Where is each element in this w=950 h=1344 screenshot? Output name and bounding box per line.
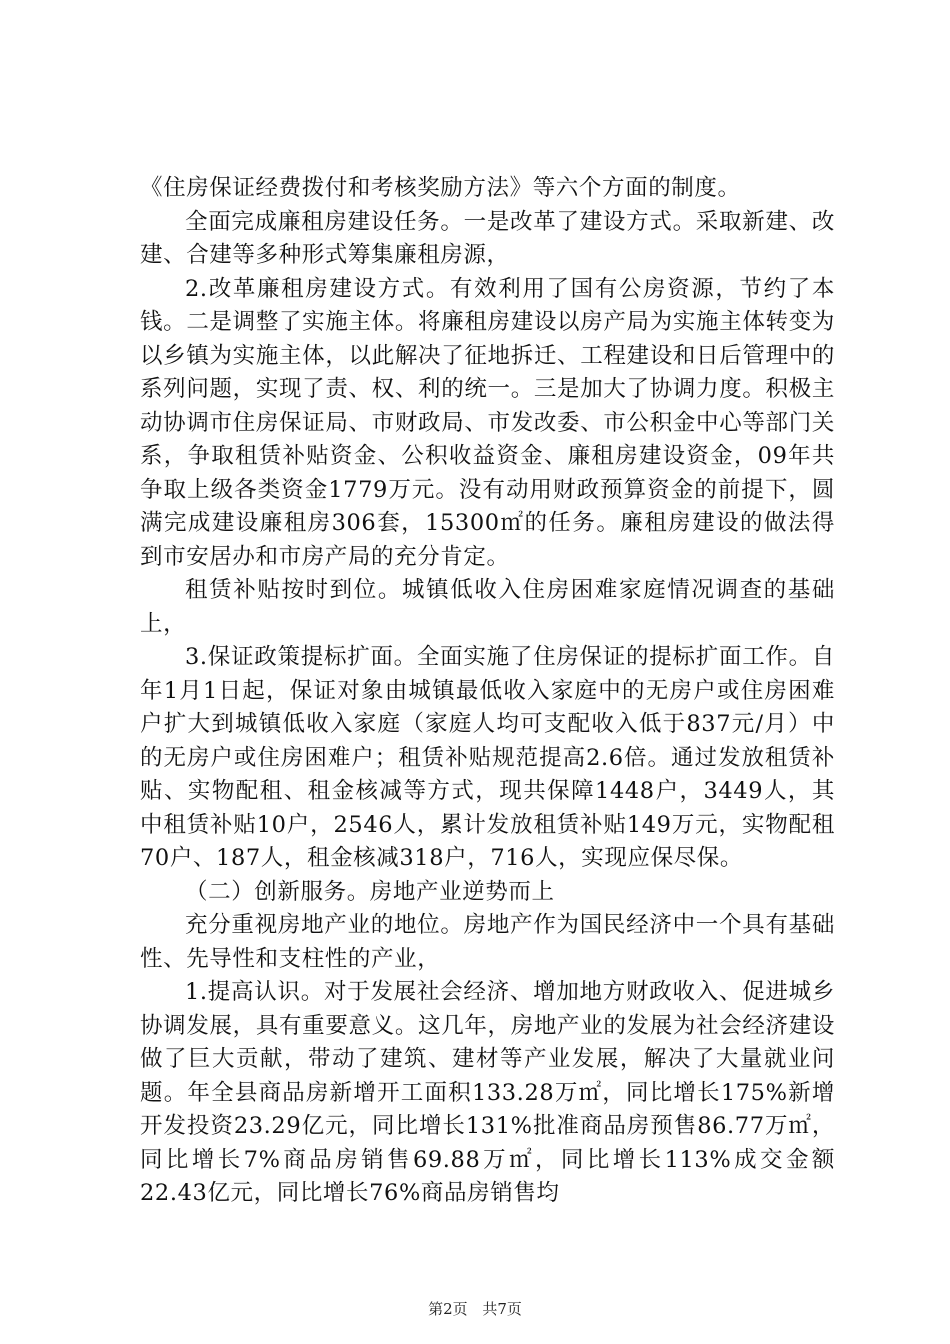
paragraph: 全面完成廉租房建设任务。一是改革了建设方式。采取新建、改建、合建等多种形式筹集廉租房源， (140, 208, 835, 268)
section-heading: （二）创新服务。房地产业逆势而上 (185, 878, 555, 905)
page-number-current: 第2页 (428, 1300, 468, 1318)
document-body (140, 172, 835, 1211)
paragraph: 租赁补贴按时到位。城镇低收入住房困难家庭情况调查的基础上， (140, 577, 835, 637)
paragraph: 《住房保证经费拨付和考核奖励方法》等六个方面的制度。 (140, 175, 741, 201)
page-number-total: 共7页 (482, 1300, 522, 1318)
paragraph: 充分重视房地产业的地位。房地产作为国民经济中一个具有基础性、先导性和支柱性的产业， (140, 912, 835, 972)
paragraph: 2.改革廉租房建设方式。有效利用了国有公房资源，节约了本钱。二是调整了实施主体。将廉租房建设以房产局为实施主体转变为以乡镇为实施主体，以此解决了征地拆迁、工程建设和日后管理中的系列问题，实现了责、权、利的统一。三是加大了协调力度。积极主动协调市住房保证局、市财政局、市发改委、市公积金中心等部门关系，争取租赁补贴资金、公积收益资金、廉租房建设资金，09年共争取上级各类资金1779万元。没有动用财政预算资金的前提下，圆满完成建设廉租房306套，15300㎡的任务。廉租房建设的做法得到市安居办和市房产局的充分肯定。 (140, 275, 835, 570)
paragraph: 3.保证政策提标扩面。全面实施了住房保证的提标扩面工作。自年1月1日起，保证对象由城镇最低收入家庭中的无房户或住房困难户扩大到城镇低收入家庭（家庭人均可支配收入低于837元/月）中的无房户或住房困难户；租赁补贴规范提高2.6倍。通过发放租赁补贴、实物配租、租金核减等方式，现共保障1448户，3449人，其中租赁补贴10户，2546人，累计发放租赁补贴149万元，实物配租70户、187人，租金核减318户，716人，实现应保尽保。 (140, 644, 835, 871)
paragraph: 1.提高认识。对于发展社会经济、增加地方财政收入、促进城乡协调发展，具有重要意义。这几年，房地产业的发展为社会经济建设做了巨大贡献，带动了建筑、建材等产业发展，解决了大量就业问题。年全县商品房新增开工面积133.28万㎡，同比增长175%新增开发投资23.29亿元，同比增长131%批准商品房预售86.77万㎡，同比增长7%商品房销售69.88万㎡，同比增长113%成交金额22.43亿元，同比增长76%商品房销售均 (140, 979, 835, 1206)
page-footer (0, 1299, 950, 1319)
